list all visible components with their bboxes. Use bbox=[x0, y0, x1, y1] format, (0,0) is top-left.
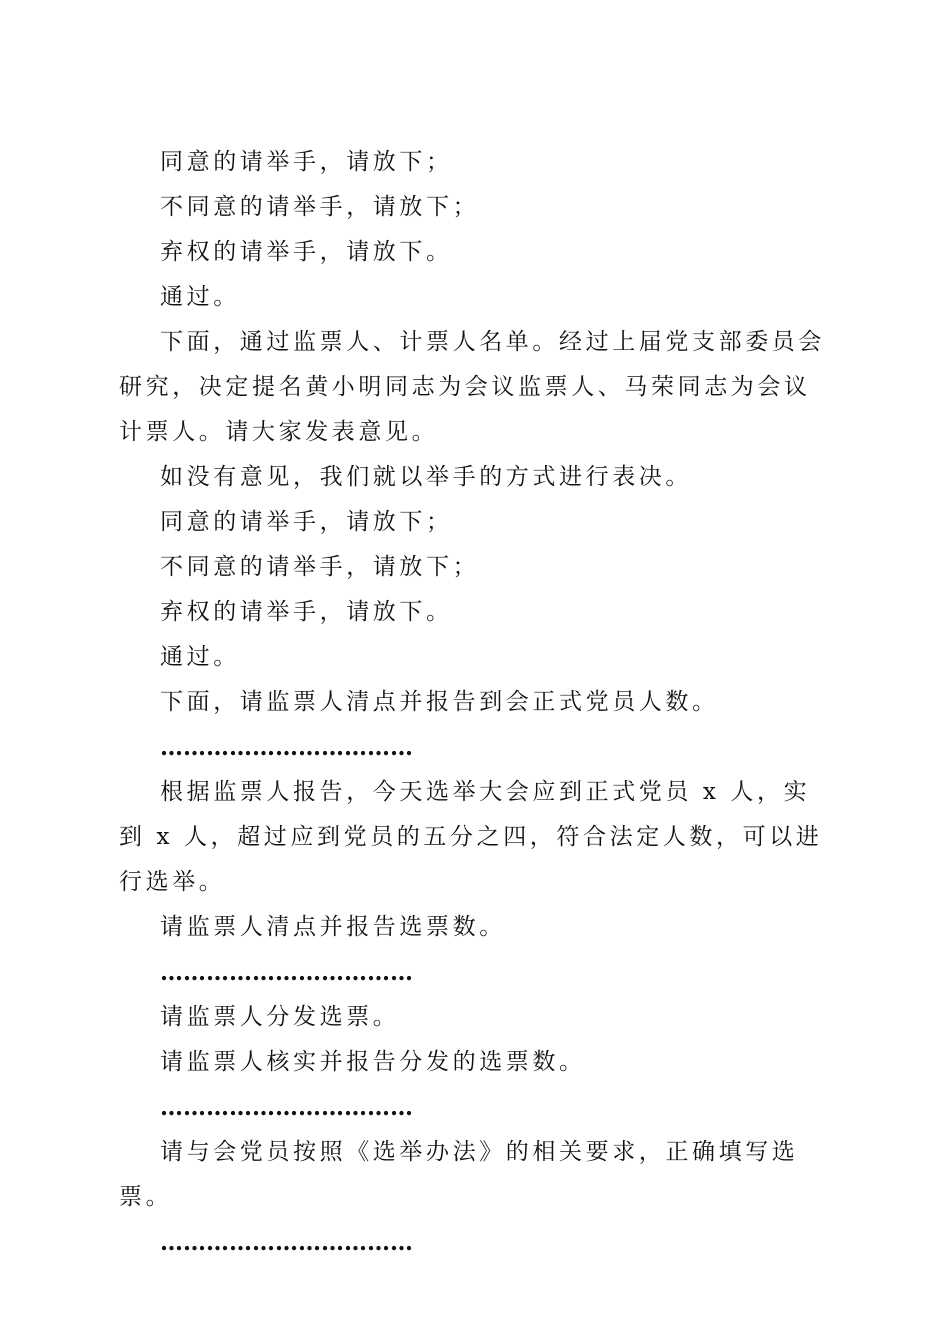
paragraph: 请与会党员按照《选举办法》的相关要求，正确填写选票。 bbox=[119, 1139, 799, 1210]
paragraph: 如没有意见，我们就以举手的方式进行表决。 bbox=[160, 464, 692, 490]
paragraph: 根据监票人报告，今天选举大会应到正式党员 x 人，实到 x 人，超过应到党员的五分之四，符合法定人数，可以进行选举。 bbox=[119, 779, 823, 895]
paragraph: 请监票人清点并报告选票数。 bbox=[160, 914, 506, 940]
paragraph: 不同意的请举手，请放下； bbox=[160, 194, 480, 220]
ellipsis-separator: …………………………… bbox=[160, 959, 413, 986]
paragraph: 请监票人分发选票。 bbox=[160, 1004, 400, 1030]
ellipsis-separator: …………………………… bbox=[160, 1094, 413, 1121]
paragraph: 同意的请举手，请放下； bbox=[160, 509, 453, 535]
paragraph: 请监票人核实并报告分发的选票数。 bbox=[160, 1049, 586, 1075]
paragraph: 不同意的请举手，请放下； bbox=[160, 554, 480, 580]
document-body bbox=[119, 140, 831, 1265]
paragraph: 弃权的请举手，请放下。 bbox=[160, 599, 453, 625]
paragraph: 通过。 bbox=[160, 644, 240, 670]
paragraph: 同意的请举手，请放下； bbox=[160, 149, 453, 175]
paragraph: 通过。 bbox=[160, 284, 240, 310]
ellipsis-separator: …………………………… bbox=[160, 734, 413, 761]
ellipsis-separator: …………………………… bbox=[160, 1229, 413, 1256]
paragraph: 下面，请监票人清点并报告到会正式党员人数。 bbox=[160, 689, 719, 715]
paragraph: 弃权的请举手，请放下。 bbox=[160, 239, 453, 265]
paragraph: 下面，通过监票人、计票人名单。经过上届党支部委员会研究，决定提名黄小明同志为会议监票人、马荣同志为会议计票人。请大家发表意见。 bbox=[119, 329, 825, 445]
